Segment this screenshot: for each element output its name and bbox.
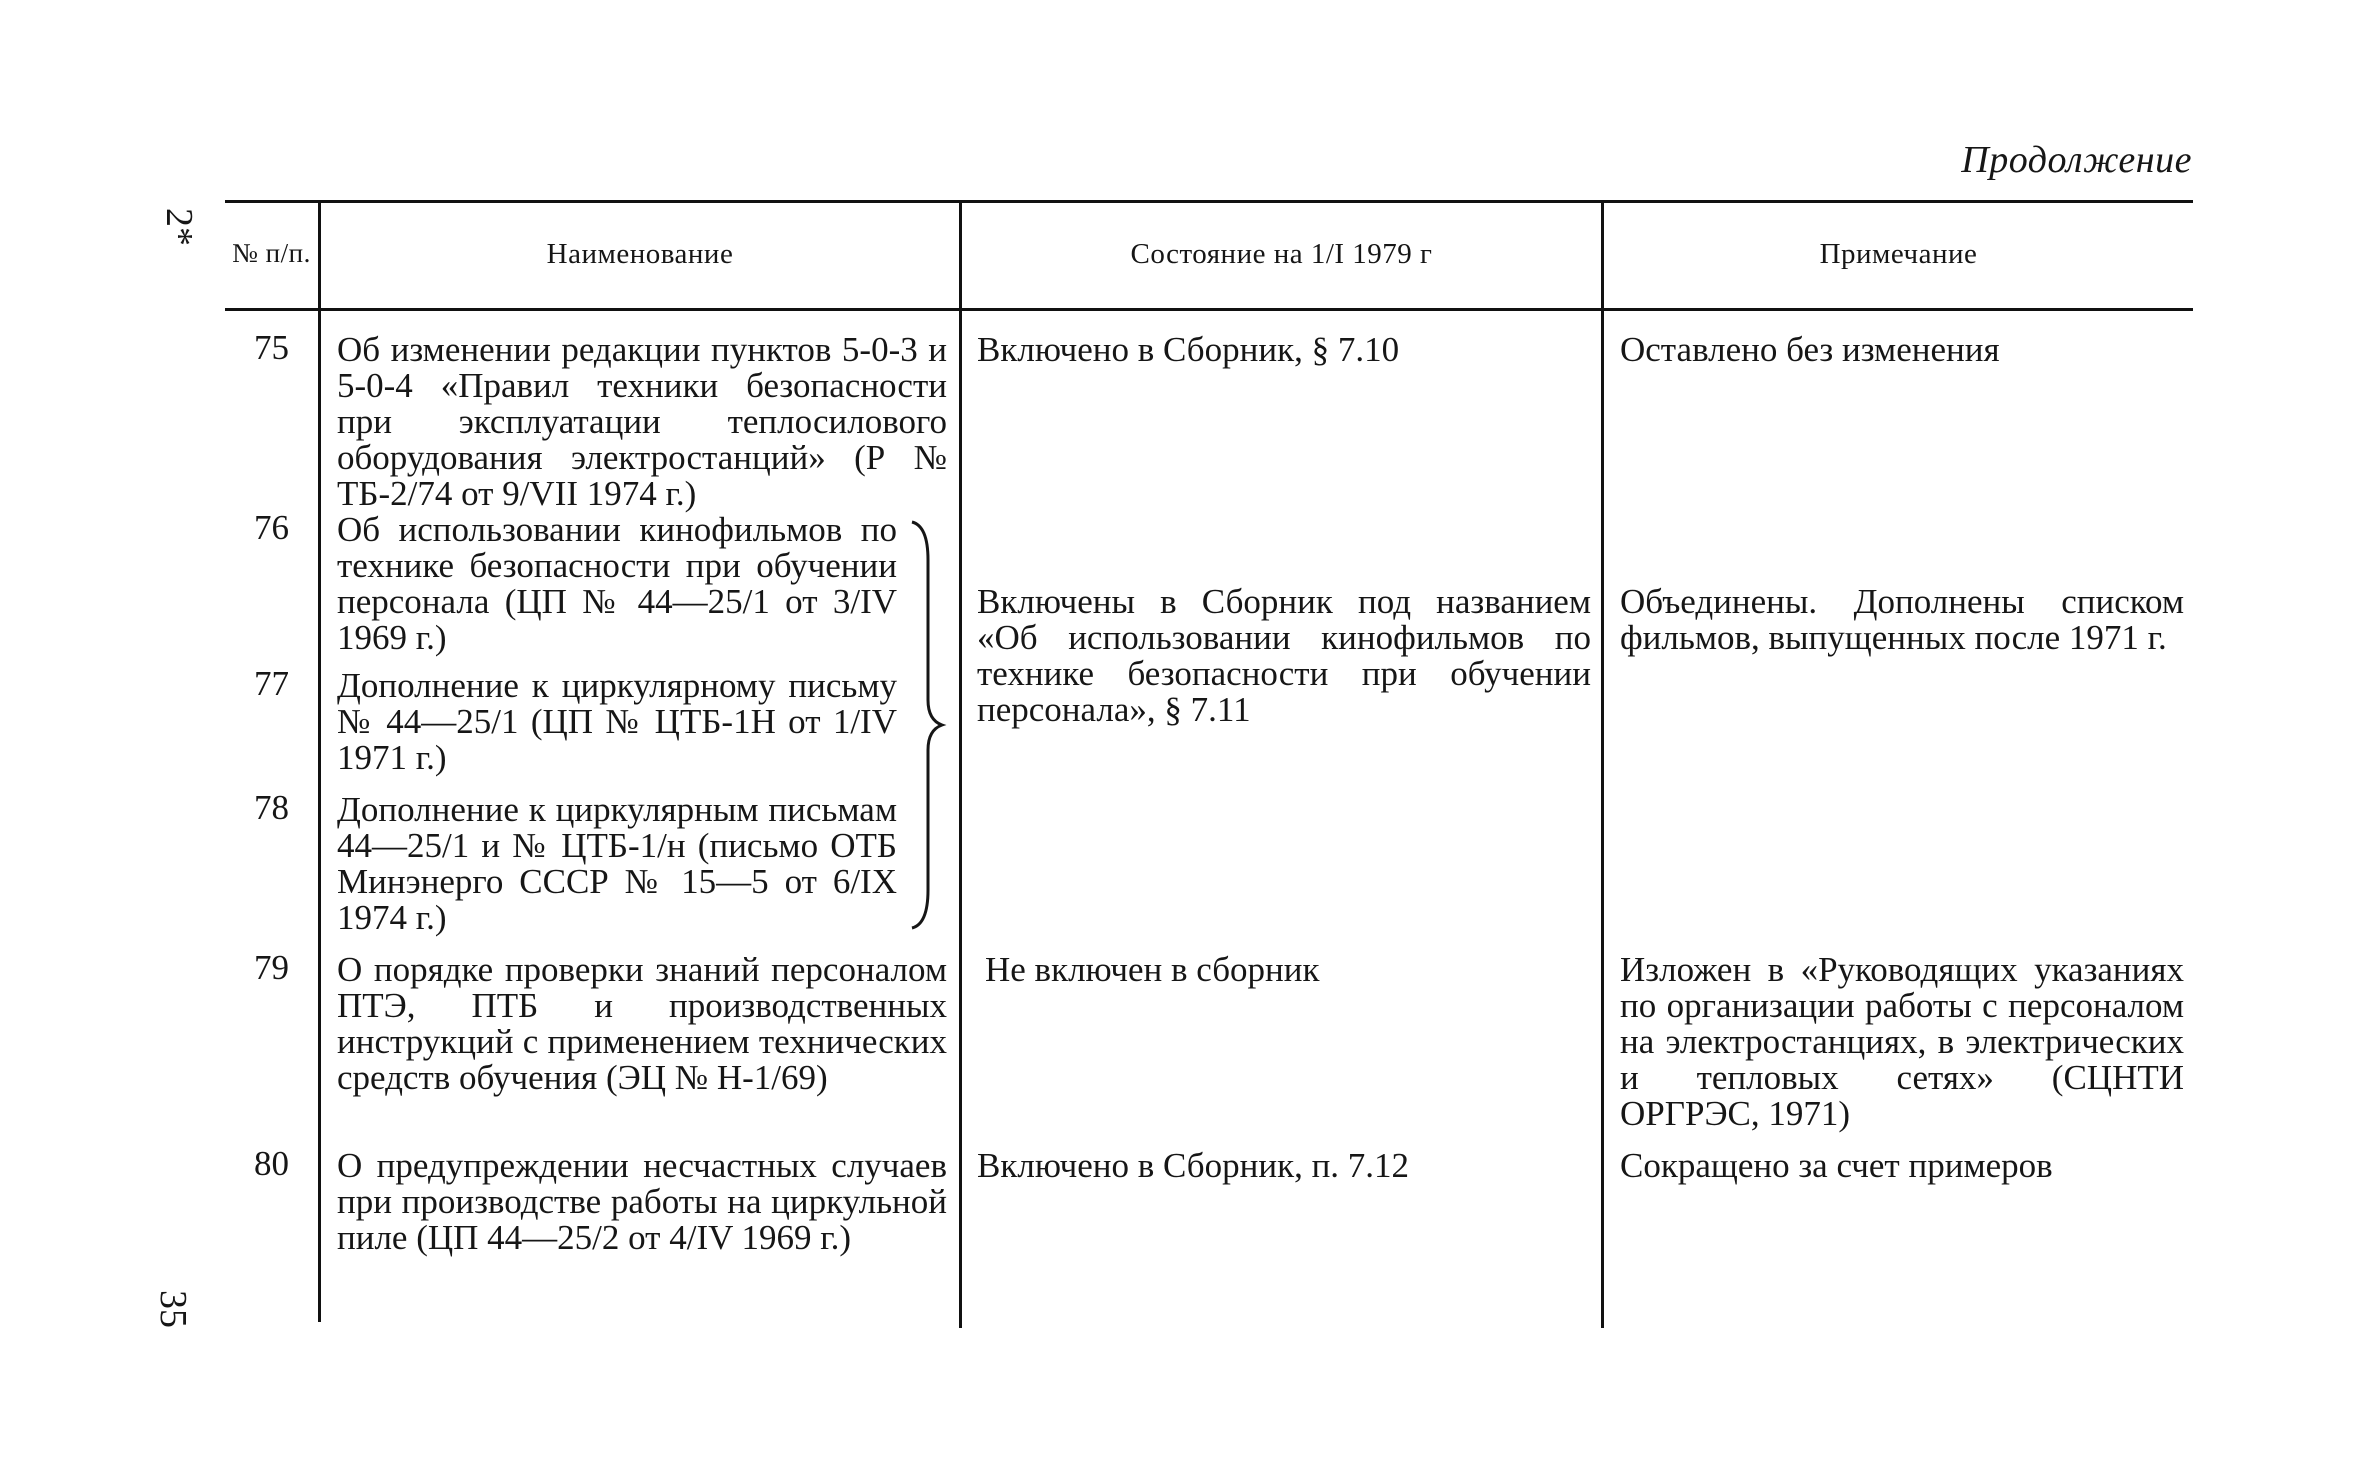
row-number: 78 [254, 788, 289, 827]
row-note: Сокращено за счет примеров [1620, 1146, 2053, 1185]
row-number: 75 [254, 328, 289, 367]
row-name: О порядке проверки знаний персоналом ПТЭ, ПТБ и производственных инструкций с применением технических средств обучения (ЭЦ № Н-1/69) [337, 950, 947, 1097]
row-name: Об изменении редакции пунктов 5-0-3 и 5-0-4 «Правил техники безопасности при эксплуатации теплосилового оборудования электростанций» (Р № ТБ-2/74 от 9/VII 1974 г.) [337, 330, 947, 513]
row-name: О предупреждении несчастных случаев при производстве работы на циркульной пиле (ЦП 44—25/2 от 4/IV 1969 г.) [337, 1146, 947, 1257]
row-state: Не включен в сборник [985, 950, 1320, 989]
row-number: 80 [254, 1144, 289, 1183]
column-divider [959, 200, 962, 1328]
row-note: Оставлено без изменения [1620, 330, 2000, 369]
page-number: 35 [152, 1290, 194, 1328]
group-state: Включены в Сборник под названием «Об использовании кинофильмов по технике безопасности при обучении персонала», § 7.11 [977, 582, 1591, 729]
table-header-rule [225, 308, 2193, 311]
row-state: Включено в Сборник, п. 7.12 [977, 1146, 1410, 1185]
row-number: 79 [254, 948, 289, 987]
grouping-brace-icon [908, 520, 948, 930]
row-number: 76 [254, 508, 289, 547]
column-divider [318, 200, 321, 1322]
row-name: Об использовании кинофильмов по технике безопасности при обучении персонала (ЦП № 44—25/1 от 3/IV 1969 г.) [337, 510, 897, 657]
page-signature-mark: 2* [158, 208, 200, 246]
header-note: Примечание [1819, 237, 1978, 270]
column-divider [1601, 200, 1604, 1328]
continuation-label: Продолжение [1961, 139, 2192, 181]
row-note: Изложен в «Руководящих указаниях по организации работы с персоналом на электростанциях, в электрических и тепловых сетях» (СЦНТИ ОРГРЭС, 1971) [1620, 950, 2184, 1133]
row-number: 77 [254, 664, 289, 703]
row-name: Дополнение к циркулярному письму № 44—25/1 (ЦП № ЦТБ-1Н от 1/IV 1971 г.) [337, 666, 897, 777]
row-name: Дополнение к циркулярным письмам 44—25/1 и № ЦТБ-1/н (письмо ОТБ Минэнерго СССР № 15—5 от 6/IX 1974 г.) [337, 790, 897, 937]
regulations-table [225, 200, 2193, 1328]
header-number: № п/п. [232, 238, 311, 269]
header-name: Наименование [546, 237, 734, 270]
group-note: Объединены. Дополнены списком фильмов, выпущенных после 1971 г. [1620, 582, 2184, 657]
row-state: Включено в Сборник, § 7.10 [977, 330, 1400, 369]
header-state: Состояние на 1/I 1979 г [1130, 237, 1433, 270]
